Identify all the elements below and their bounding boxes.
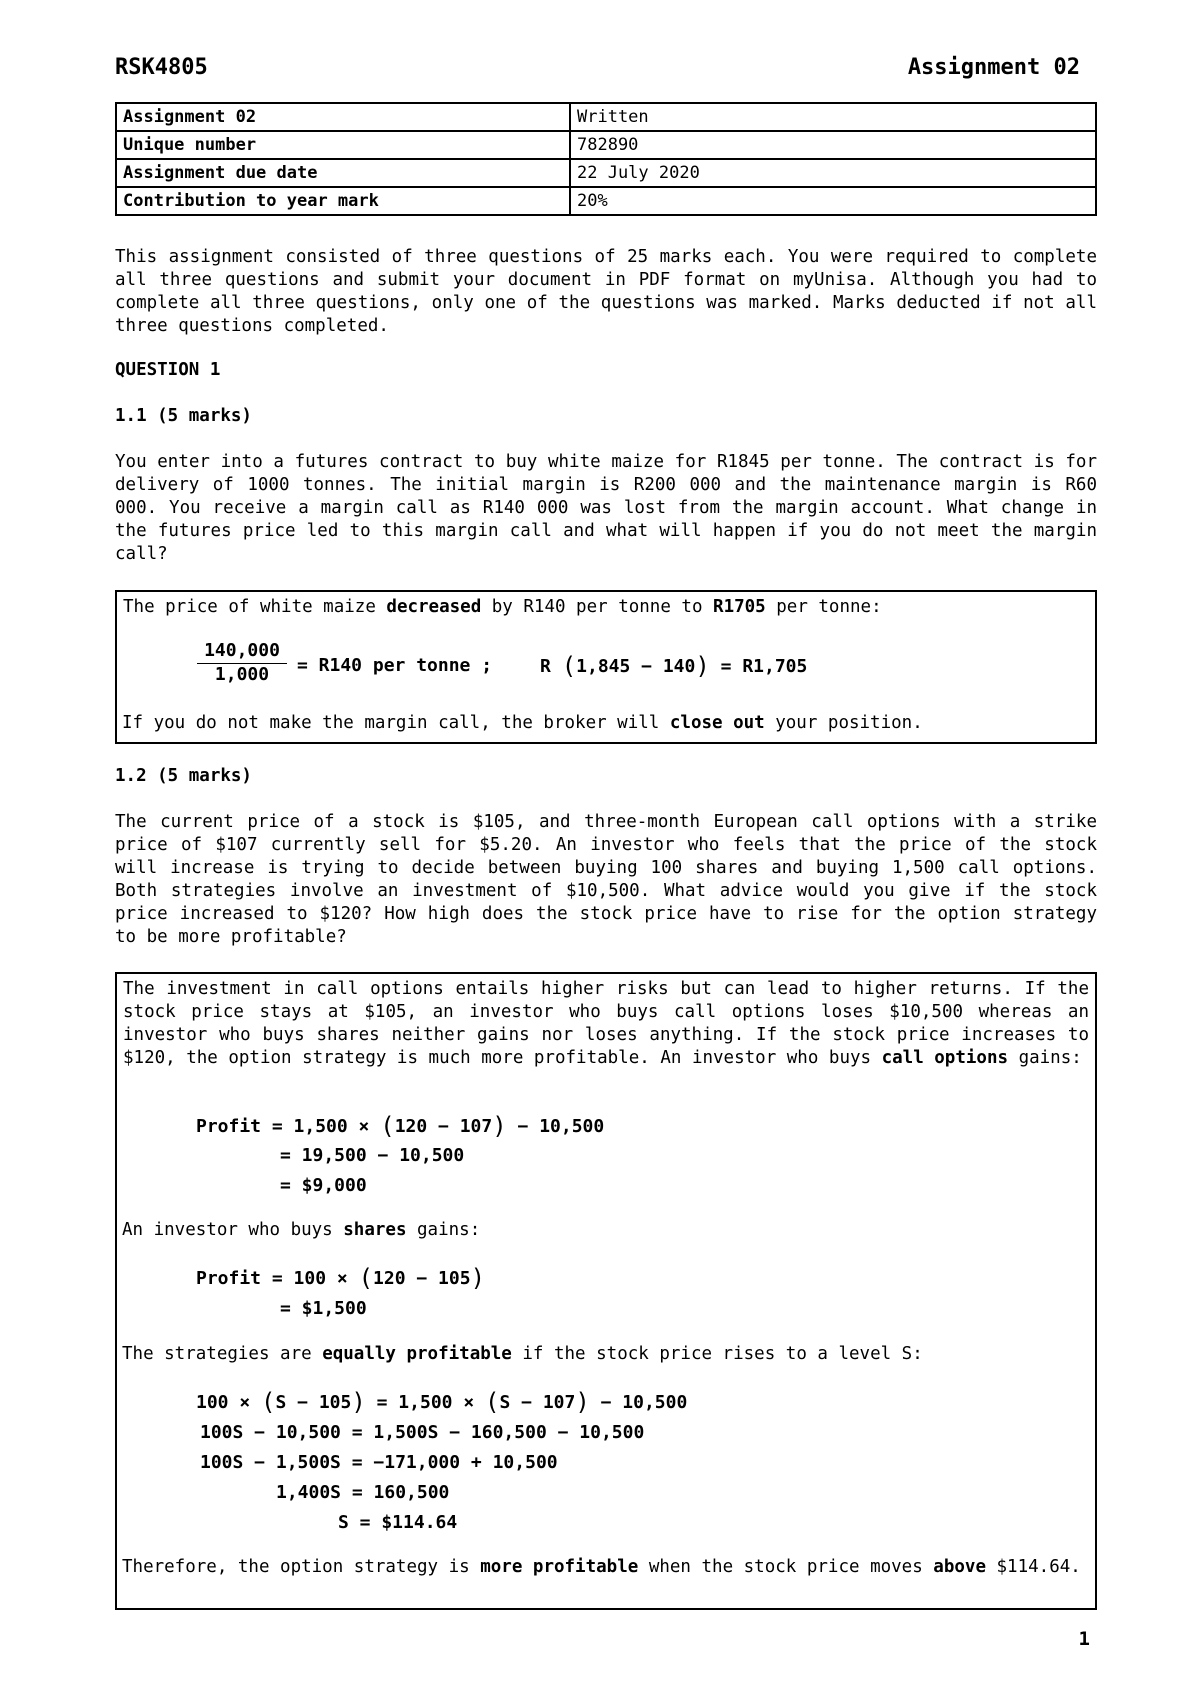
q12-heading: 1.2 (5 marks) — [115, 766, 252, 786]
q12-solve-line1: 100 × (S − 105) = 1,500 × (S − 107) − 10,500 — [196, 1388, 688, 1416]
q11-answer-line3: If you do not make the margin call, the broker will close out your position. — [122, 713, 923, 733]
table-row: Unique number 782890 — [116, 131, 1096, 159]
q12-solve-line3: 100S − 1,500S = −171,000 + 10,500 — [200, 1452, 558, 1473]
q12-equation-1: Profit = 1,500 × (120 − 107) − 10,500 — [196, 1112, 605, 1140]
q12-text: The current price of a stock is $105, and three-month European call options with a strike price of $107 currently sell for $5.20. An investor who feels that the price of the stock will increase is trying to decide between buying 100 shares and buying 1,500 call options. Both strategies involve an investment of $10,500. What advice would you give if the stock price increased to $120? How high does the stock price have to rise for the option strategy to be more profitable? — [115, 812, 1097, 947]
q12-solve-line5: S = $114.64 — [338, 1512, 458, 1533]
q12-solve-line4: 1,400S = 160,500 — [276, 1482, 450, 1503]
course-code: RSK4805 — [115, 55, 208, 80]
table-row: Assignment 02 Written — [116, 103, 1096, 131]
intro-paragraph: This assignment consisted of three questions of 25 marks each. You were required to complete all three questions and submit your document in PDF format on myUnisa. Although you had to complete all three questions, only one of the questions was marked. Marks deducted if not all three questions completed. — [115, 247, 1097, 336]
q12-equation-4: Profit = 100 × (120 − 105) — [196, 1264, 486, 1292]
q11-answer-line1: The price of white maize decreased by R140 per tonne to R1705 per tonne: — [123, 597, 882, 617]
question-1-heading: QUESTION 1 — [115, 360, 221, 380]
q11-equation-b: R (1,845 − 140) = R1,705 — [540, 652, 808, 680]
q12-equation-5: = $1,500 — [280, 1298, 367, 1319]
q12-equation-2: = 19,500 − 10,500 — [280, 1145, 465, 1166]
q12-answer-paragraph2: An investor who buys shares gains: — [122, 1220, 481, 1240]
assignment-title: Assignment 02 — [907, 55, 1080, 80]
q12-answer-paragraph1: The investment in call options entails higher risks but can lead to higher returns. If the stock price stays at $105, an investor who buys call options loses $10,500 whereas an investor who buys shares neither gains nor loses anything. If the stock price increases to $120, the option strategy is much more profitable. An investor who buys call options gains: — [123, 979, 1089, 1068]
table-row: Contribution to year mark 20% — [116, 187, 1096, 215]
q12-solve-line2: 100S − 10,500 = 1,500S − 160,500 − 10,500 — [200, 1422, 645, 1443]
table-row: Assignment due date 22 July 2020 — [116, 159, 1096, 187]
q12-answer-conclusion: Therefore, the option strategy is more profitable when the stock price moves above $114.64. — [122, 1557, 1081, 1577]
info-table — [115, 102, 1097, 216]
q11-heading: 1.1 (5 marks) — [115, 406, 252, 426]
q11-fraction: $\frac{140,000}{1,000}$ — [197, 640, 287, 685]
q11-equation-a: = R140 per tonne ; — [297, 655, 493, 676]
q11-text: You enter into a futures contract to buy white maize for R1845 per tonne. The contract is for delivery of 1000 tonnes. The initial margin is R200 000 and the maintenance margin is R60 000. You receive a margin call as R140 000 was lost from the margin account. What change in the futures price led to this margin call and what will happen if you do not meet the margin call? — [115, 452, 1097, 564]
page-number: 1 — [1078, 1628, 1090, 1650]
q12-answer-paragraph3: The strategies are equally profitable if the stock price rises to a level S: — [122, 1344, 923, 1364]
q12-equation-3: = $9,000 — [280, 1175, 367, 1196]
